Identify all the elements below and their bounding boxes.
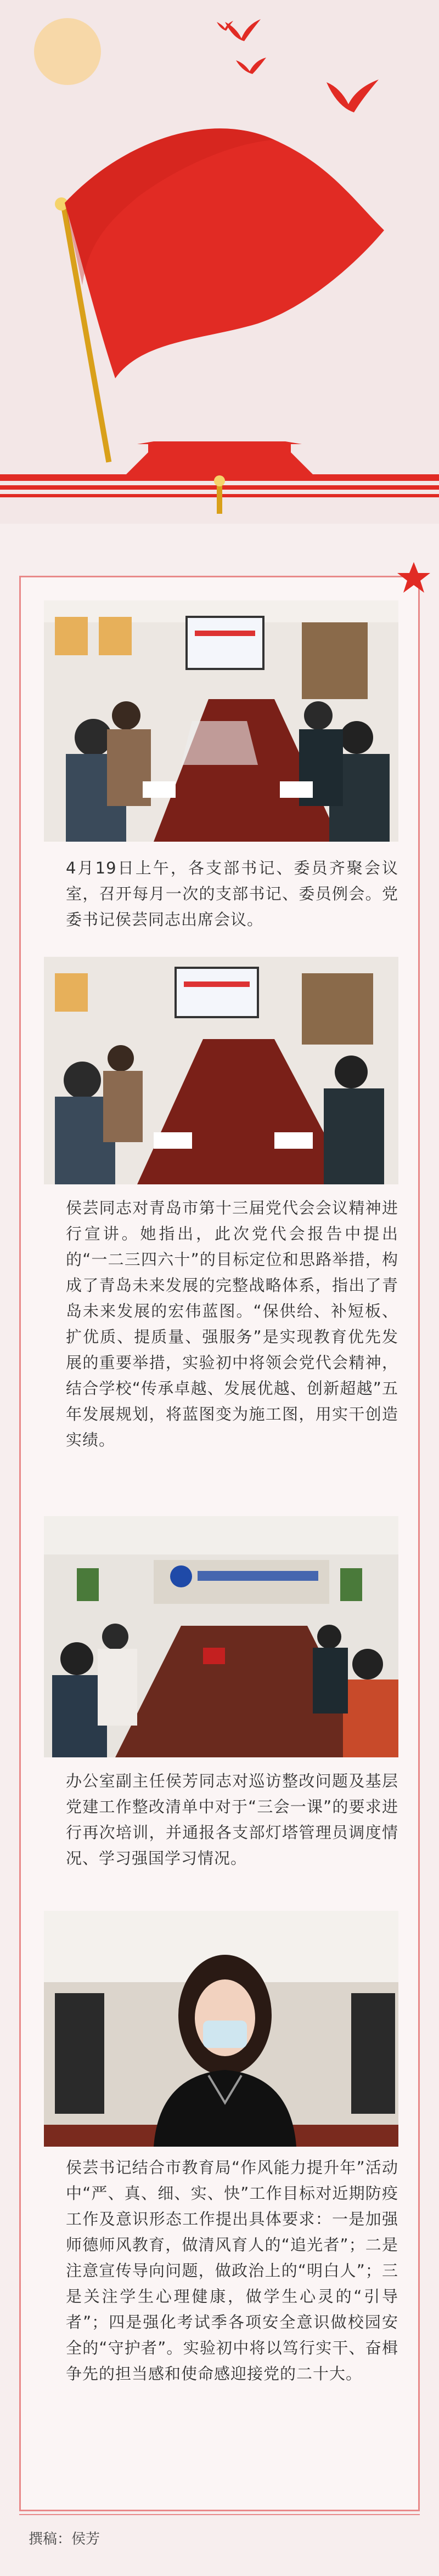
paragraph-3: 办公室副主任侯芳同志对巡访整改问题及基层党建工作整改清单中对于“三会一课”的要求进行再次培训，并通报各支部灯塔管理员调度情况、学习强国学习情况。	[66, 1772, 398, 1868]
meeting-room-photo-1	[44, 600, 398, 842]
author-credit: 撰稿：侯芳	[29, 2531, 100, 2547]
speaker-photo	[44, 1911, 398, 2147]
paragraph-1: 4月19日上午，各支部书记、委员齐聚会议室，召开每月一次的支部书记、委员例会。党委书记侯芸同志出席会议。	[66, 859, 398, 929]
header-banner	[0, 0, 439, 537]
paragraph-2: 侯芸同志对青岛市第十三届党代会会议精神进行宣讲。她指出，此次党代会报告中提出的“一二三四六十”的目标定位和思路举措，构成了青岛未来发展的完整战略体系，指出了青岛未来发展的宏伟蓝图。“保供给、补短板、扩优质、提质量、强服务”是实现教育优先发展的重要举措，实验初中将领会党代会精神，结合学校“传承卓越、发展优越、创新超越”五年发展规划，将蓝图变为施工图，用实干创造实绩。	[66, 1199, 398, 1449]
meeting-room-photo-2	[44, 957, 398, 1184]
tiananmen-gate-icon	[0, 441, 439, 537]
meeting-room-photo-3	[44, 1516, 398, 1757]
star-icon	[396, 560, 431, 595]
paragraph-4: 侯芸书记结合市教育局“作风能力提升年”活动中“严、真、细、实、快”工作目标对近期防疫工作及意识形态工作提出具体要求：一是加强师德师风教育，做清风育人的“追光者”；二是注意宣传导向问题，做政治上的“明白人”；三是关注学生心理健康，做学生心灵的“引导者”；四是强化考试季各项安全意识做校园安全的“守护者”。实验初中将以笃行实干、奋楫争先的担当感和使命感迎接党的二十大。	[66, 2158, 398, 2383]
dove-icon	[217, 19, 379, 112]
footer-divider	[19, 2514, 420, 2515]
